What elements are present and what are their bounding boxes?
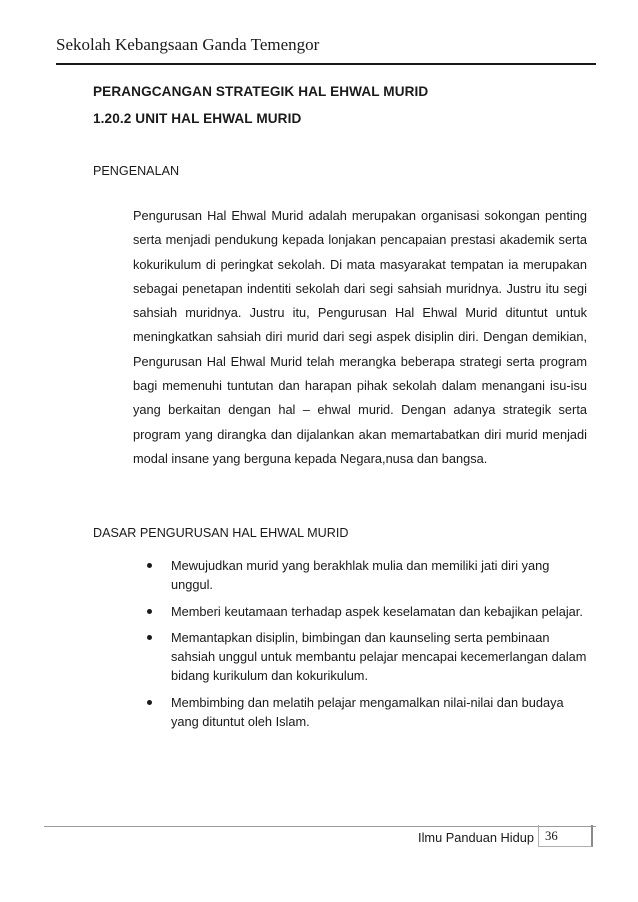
bullet-icon bbox=[147, 700, 152, 705]
intro-paragraph: Pengurusan Hal Ehwal Murid adalah merupakan organisasi sokongan penting serta menjadi pendukung kepada lonjakan pencapaian prestasi akademik serta kokurikulum di peringkat sekolah. Di mata masyarakat tempatan ia merupakan sebagai penetapan indentiti sekolah dari segi sahsiah muridnya. Justru itu segi sahsiah muridnya. Justru itu, Pengurusan Hal Ehwal Murid dituntut untuk meningkatkan sahsiah diri murid dari segi aspek disiplin diri. Dengan demikian, Pengurusan Hal Ehwal Murid telah merangka beberapa strategi serta program bagi memenuhi tuntutan dan harapan pihak sekolah dalam menangani isu-isu yang berkaitan dengan hal – ehwal murid. Dengan adanya strategik serta program yang dirangka dan dijalankan akan memartabatkan diri murid menjadi modal insane yang berguna kepada Negara,nusa dan bangsa. bbox=[133, 208, 587, 466]
list-item-text: Memantapkan disiplin, bimbingan dan kaunseling serta pembinaan sahsiah unggul untuk membantu pelajar mencapai kecemerlangan dalam bidang kurikulum dan kokurikulum. bbox=[171, 630, 587, 683]
page-number: 36 bbox=[538, 825, 593, 847]
footer-motto: Ilmu Panduan Hidup bbox=[418, 830, 534, 845]
list-item bbox=[133, 602, 593, 621]
intro-heading: PENGENALAN bbox=[93, 164, 180, 178]
list-item bbox=[133, 628, 593, 685]
bullet-icon bbox=[147, 609, 152, 614]
policy-heading: DASAR PENGURUSAN HAL EHWAL MURID bbox=[93, 526, 349, 540]
list-item-text: Mewujudkan murid yang berakhlak mulia dan memiliki jati diri yang unggul. bbox=[171, 558, 550, 592]
header-divider bbox=[56, 63, 596, 65]
document-title: PERANGCANGAN STRATEGIK HAL EHWAL MURID bbox=[93, 84, 429, 99]
list-item-text: Memberi keutamaan terhadap aspek keselamatan dan kebajikan pelajar. bbox=[171, 603, 583, 619]
footer-divider bbox=[44, 826, 596, 827]
section-number-title: 1.20.2 UNIT HAL EHWAL MURID bbox=[93, 111, 302, 126]
bullet-icon bbox=[147, 563, 152, 568]
list-item-text: Membimbing dan melatih pelajar mengamalkan nilai-nilai dan budaya yang dituntut oleh Islam. bbox=[171, 694, 564, 729]
list-item bbox=[133, 556, 593, 594]
list-item bbox=[133, 693, 593, 731]
page-header: Sekolah Kebangsaan Ganda Temengor bbox=[56, 35, 320, 54]
bullet-icon bbox=[147, 635, 152, 640]
policy-list bbox=[133, 556, 593, 738]
